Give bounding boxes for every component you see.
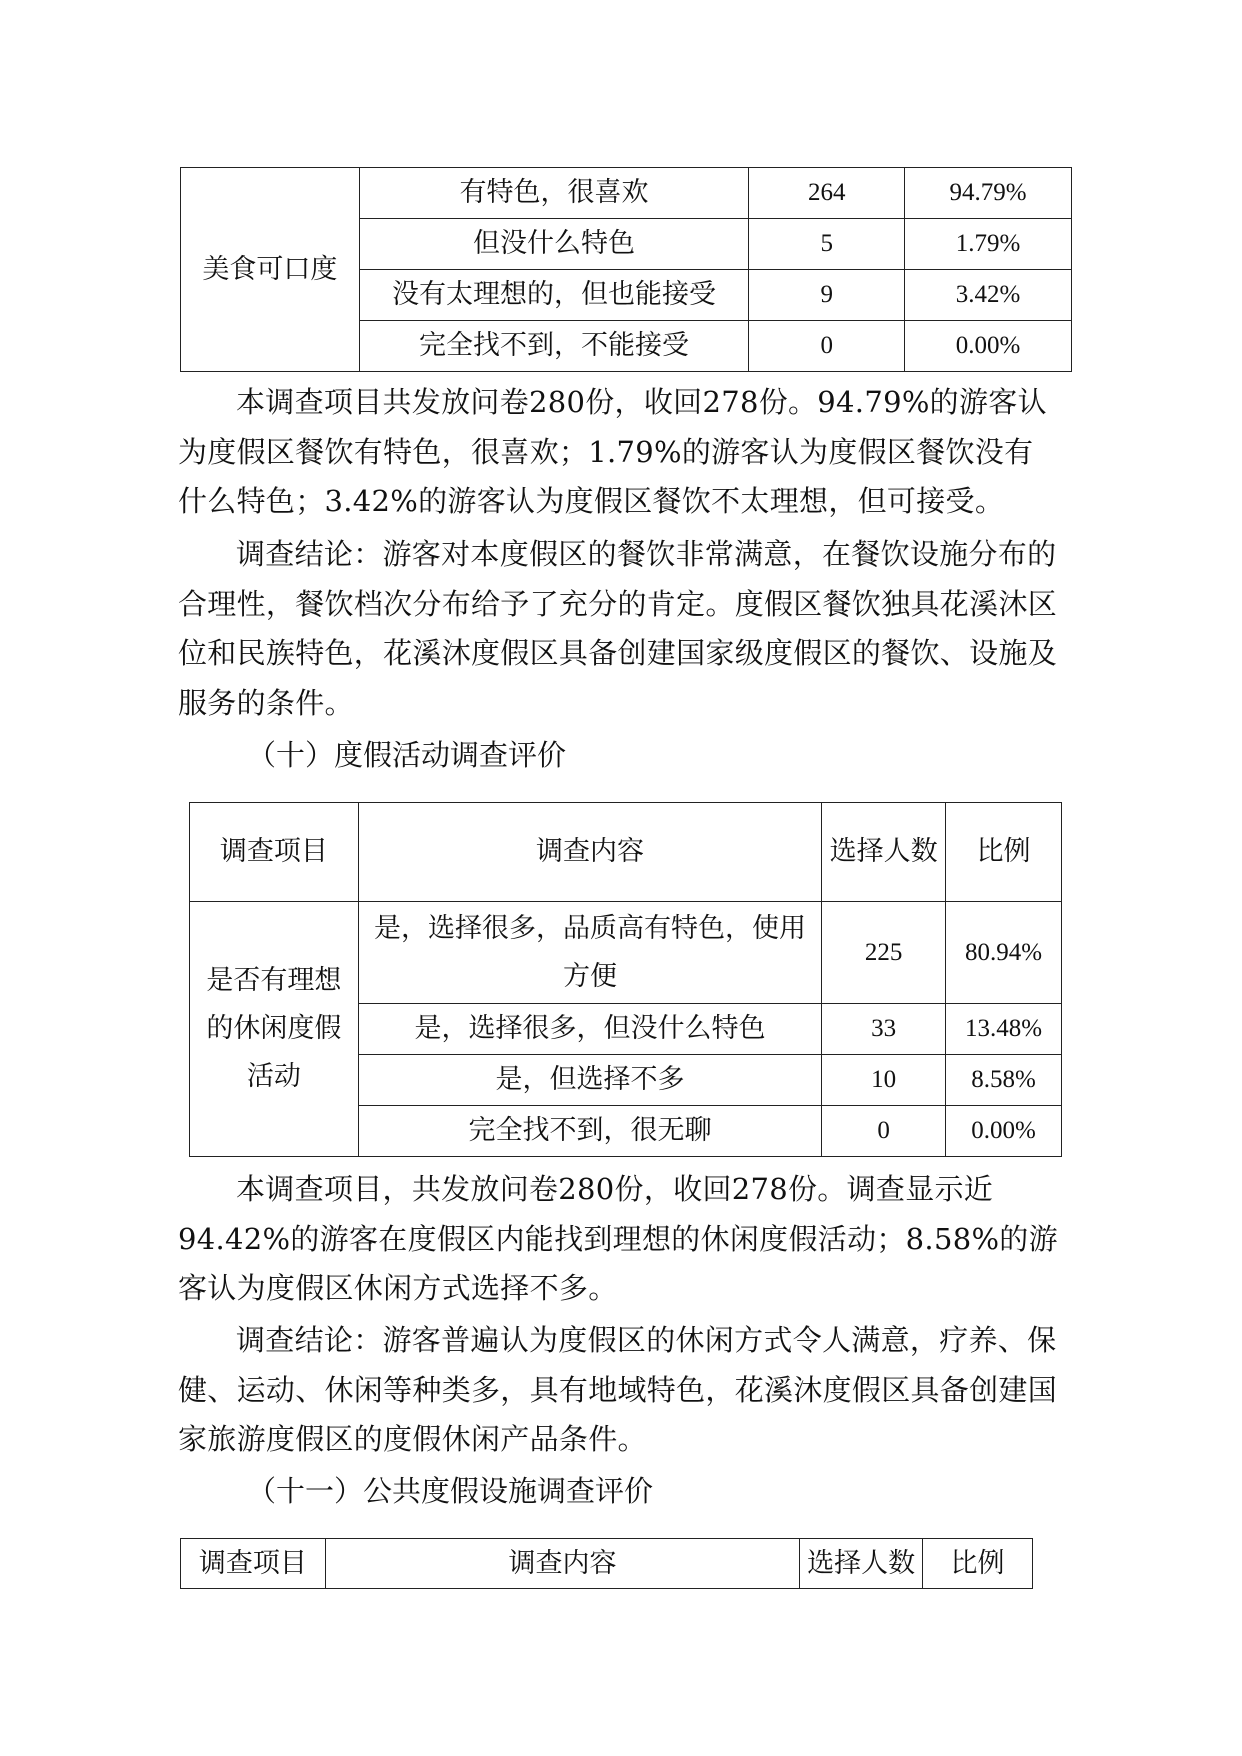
table-row [190, 902, 1062, 1004]
survey-ratio-cell: 1.79% [905, 219, 1072, 270]
table-row [181, 168, 1072, 219]
survey-count-cell: 10 [822, 1055, 946, 1106]
header-ratio: 比例 [923, 1539, 1033, 1589]
header-content: 调查内容 [325, 1539, 799, 1589]
survey-ratio-cell: 3.42% [905, 270, 1072, 321]
header-count: 选择人数 [800, 1539, 923, 1589]
header-item: 调查项目 [190, 803, 359, 902]
survey-item-cell: 是否有理想的休闲度假活动 [190, 902, 359, 1157]
activity-survey-table [189, 802, 1062, 1157]
survey-content-cell: 是，但选择不多 [358, 1055, 821, 1106]
survey-content-cell: 完全找不到，很无聊 [358, 1106, 821, 1157]
survey-count-cell: 0 [822, 1106, 946, 1157]
activity-survey-conclusion: 调查结论：游客普遍认为度假区的休闲方式令人满意，疗养、保健、运动、休闲等种类多，具有地域特色，花溪沐度假区具备创建国家旅游度假区的度假休闲产品条件。 [178, 1323, 1058, 1456]
survey-count-cell: 9 [749, 270, 905, 321]
survey-content-cell: 是，选择很多，品质高有特色，使用方便 [358, 902, 821, 1004]
survey-ratio-cell: 94.79% [905, 168, 1072, 219]
survey-content-cell: 完全找不到，不能接受 [359, 321, 749, 372]
survey-content-cell: 没有太理想的，但也能接受 [359, 270, 749, 321]
food-survey-summary: 本调查项目共发放问卷280份，收回278份。94.79%的游客认为度假区餐饮有特色，很喜欢；1.79%的游客认为度假区餐饮没有什么特色；3.42%的游客认为度假区餐饮不太理想，但可接受。 [178, 385, 1047, 518]
survey-content-cell: 是，选择很多，但没什么特色 [358, 1004, 821, 1055]
header-ratio: 比例 [946, 803, 1062, 902]
survey-ratio-cell: 8.58% [946, 1055, 1062, 1106]
survey-count-cell: 264 [749, 168, 905, 219]
survey-ratio-cell: 80.94% [946, 902, 1062, 1004]
survey-ratio-cell: 0.00% [905, 321, 1072, 372]
section-heading-facilities: （十一）公共度假设施调查评价 [247, 1474, 654, 1508]
survey-count-cell: 0 [749, 321, 905, 372]
header-count: 选择人数 [822, 803, 946, 902]
table-header-row [181, 1539, 1033, 1589]
survey-ratio-cell: 0.00% [946, 1106, 1062, 1157]
survey-content-cell: 但没什么特色 [359, 219, 749, 270]
activity-survey-summary: 本调查项目，共发放问卷280份，收回278份。调查显示近94.42%的游客在度假区内能找到理想的休闲度假活动；8.58%的游客认为度假区休闲方式选择不多。 [178, 1172, 1058, 1305]
section-heading-activities: （十）度假活动调查评价 [247, 738, 567, 772]
table-header-row [190, 803, 1062, 902]
survey-count-cell: 5 [749, 219, 905, 270]
food-survey-conclusion: 调查结论：游客对本度假区的餐饮非常满意，在餐饮设施分布的合理性，餐饮档次分布给予了充分的肯定。度假区餐饮独具花溪沐区位和民族特色，花溪沐度假区具备创建国家级度假区的餐饮、设施及服务的条件。 [178, 537, 1058, 720]
survey-count-cell: 225 [822, 902, 946, 1004]
survey-count-cell: 33 [822, 1004, 946, 1055]
survey-item-cell: 美食可口度 [181, 168, 360, 372]
header-content: 调查内容 [358, 803, 821, 902]
survey-content-cell: 有特色，很喜欢 [359, 168, 749, 219]
header-item: 调查项目 [181, 1539, 326, 1589]
food-survey-table [180, 167, 1072, 372]
facility-survey-table [180, 1538, 1033, 1589]
survey-ratio-cell: 13.48% [946, 1004, 1062, 1055]
